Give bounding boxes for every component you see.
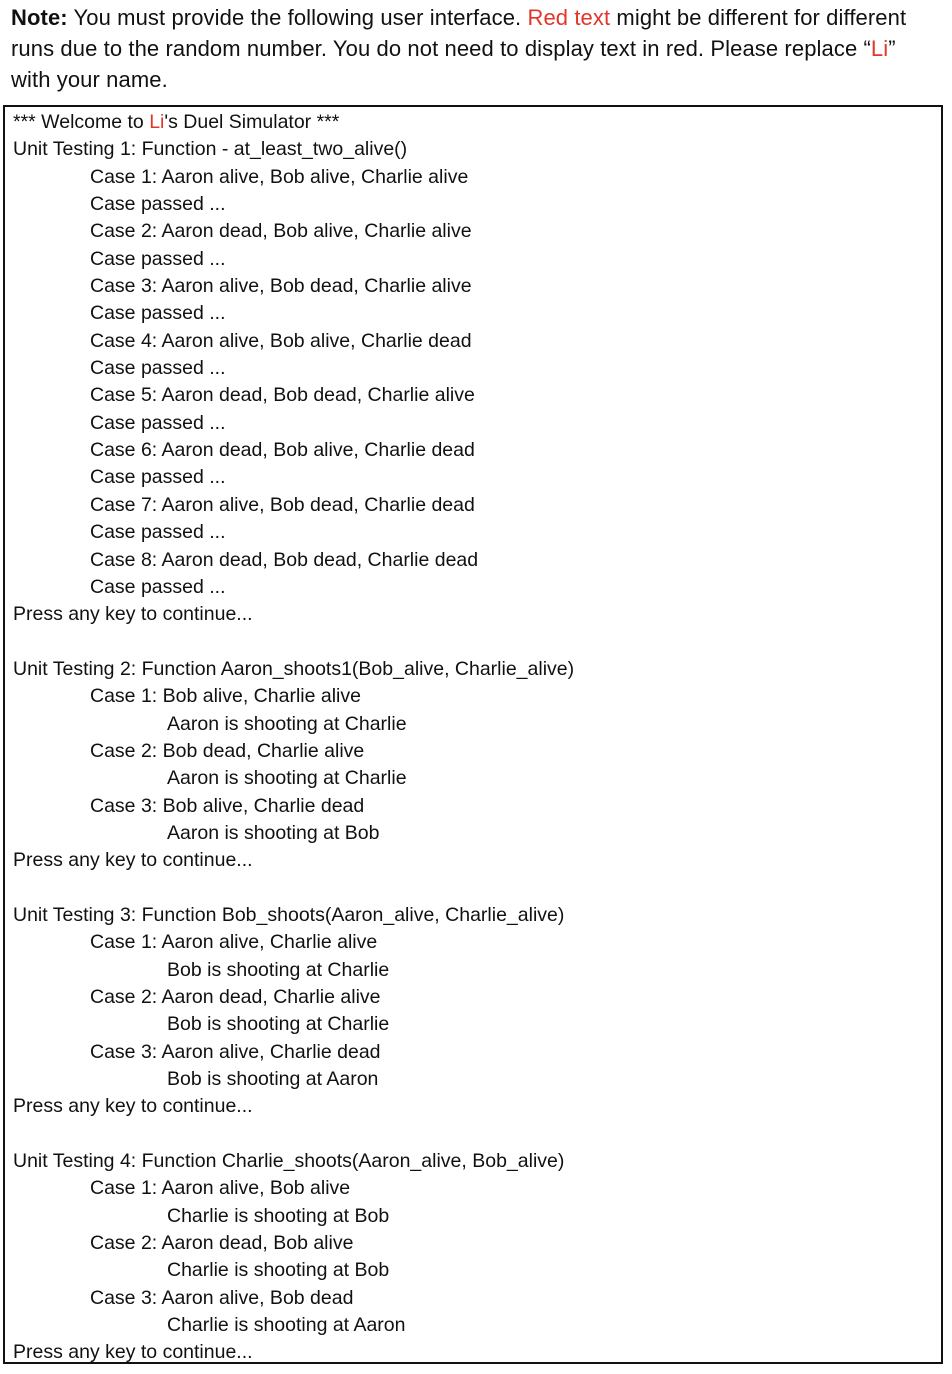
test3-case-label: Case 3: Aaron alive, Charlie dead xyxy=(90,1040,381,1063)
test2-case-label: Case 3: Bob alive, Charlie dead xyxy=(90,794,365,817)
test1-case-result: Case passed ... xyxy=(90,521,226,544)
welcome-suffix: 's Duel Simulator *** xyxy=(164,111,340,133)
test1-case-label: Case 6: Aaron dead, Bob alive, Charlie dead xyxy=(90,439,475,462)
test1-case-result: Case passed ... xyxy=(90,466,226,489)
test1-case-label: Case 7: Aaron alive, Bob dead, Charlie dead xyxy=(90,493,475,516)
test1-title: Unit Testing 1: Function - at_least_two_alive() xyxy=(13,138,408,161)
test1-case-label: Case 1: Aaron alive, Bob alive, Charlie alive xyxy=(90,165,469,188)
test1-case-result: Case passed ... xyxy=(90,247,226,270)
test4-case-result: Charlie is shooting at Aaron xyxy=(167,1314,406,1337)
welcome-name: Li xyxy=(149,111,165,133)
test1-case-result: Case passed ... xyxy=(90,575,226,598)
test2-title: Unit Testing 2: Function Aaron_shoots1(Bob_alive, Charlie_alive) xyxy=(13,657,575,680)
welcome-line xyxy=(13,109,941,136)
test1-continue-prompt: Press any key to continue... xyxy=(13,603,253,626)
test2-case-result: Aaron is shooting at Bob xyxy=(167,821,380,844)
test2-continue-prompt: Press any key to continue... xyxy=(13,849,253,872)
note-text-2: might be different for different runs due to the random number. You do not need to display text in red. Please replace “ xyxy=(11,5,907,61)
blank-line xyxy=(13,875,941,902)
test3-case-label: Case 2: Aaron dead, Charlie alive xyxy=(90,986,381,1008)
note-label: Note: xyxy=(11,5,68,30)
test2-case-result: Aaron is shooting at Charlie xyxy=(167,767,407,790)
console-lines xyxy=(13,109,941,1367)
test1-case-label: Case 3: Aaron alive, Bob dead, Charlie alive xyxy=(90,275,472,298)
test1-case-label: Case 4: Aaron alive, Bob alive, Charlie dead xyxy=(90,329,472,352)
note-red-text: Red text xyxy=(527,5,611,30)
test3-title: Unit Testing 3: Function Bob_shoots(Aaron_alive, Charlie_alive) xyxy=(13,903,565,926)
test4-case-result: Charlie is shooting at Bob xyxy=(167,1204,390,1227)
test1-case-result: Case passed ... xyxy=(90,302,226,325)
test1-case-result: Case passed ... xyxy=(90,357,226,380)
test3-continue-prompt: Press any key to continue... xyxy=(13,1095,253,1118)
test4-title: Unit Testing 4: Function Charlie_shoots(Aaron_alive, Bob_alive) xyxy=(13,1150,565,1173)
test2-case-label: Case 1: Bob alive, Charlie alive xyxy=(90,685,361,708)
test4-continue-prompt: Press any key to continue... xyxy=(13,1341,253,1364)
test2-case-label: Case 2: Bob dead, Charlie alive xyxy=(90,739,365,762)
blank-line xyxy=(13,1121,941,1148)
test4-case-label: Case 3: Aaron alive, Bob dead xyxy=(90,1286,354,1309)
test1-case-label: Case 8: Aaron dead, Bob dead, Charlie dead xyxy=(90,548,479,571)
test4-case-label: Case 1: Aaron alive, Bob alive xyxy=(90,1177,351,1200)
test3-case-label: Case 1: Aaron alive, Charlie alive xyxy=(90,931,378,954)
instruction-note xyxy=(11,2,941,95)
test4-case-label: Case 2: Aaron dead, Bob alive xyxy=(90,1232,354,1255)
test3-case-result: Bob is shooting at Charlie xyxy=(167,1013,390,1036)
note-name-example: Li xyxy=(870,36,889,61)
test2-case-result: Aaron is shooting at Charlie xyxy=(167,712,407,735)
note-text-3: ” with your name. xyxy=(11,36,896,92)
test4-case-result: Charlie is shooting at Bob xyxy=(167,1259,390,1282)
test1-case-result: Case passed ... xyxy=(90,193,226,216)
test3-case-result: Bob is shooting at Charlie xyxy=(167,958,390,981)
welcome-prefix: *** Welcome to xyxy=(13,111,150,133)
test1-case-label: Case 5: Aaron dead, Bob dead, Charlie alive xyxy=(90,384,475,407)
blank-line xyxy=(13,629,941,656)
test1-case-result: Case passed ... xyxy=(90,411,226,434)
test3-case-result: Bob is shooting at Aaron xyxy=(167,1068,379,1091)
console-output-box xyxy=(3,105,943,1364)
note-text-1: You must provide the following user interface. xyxy=(67,5,528,30)
test1-case-label: Case 2: Aaron dead, Bob alive, Charlie alive xyxy=(90,220,472,243)
